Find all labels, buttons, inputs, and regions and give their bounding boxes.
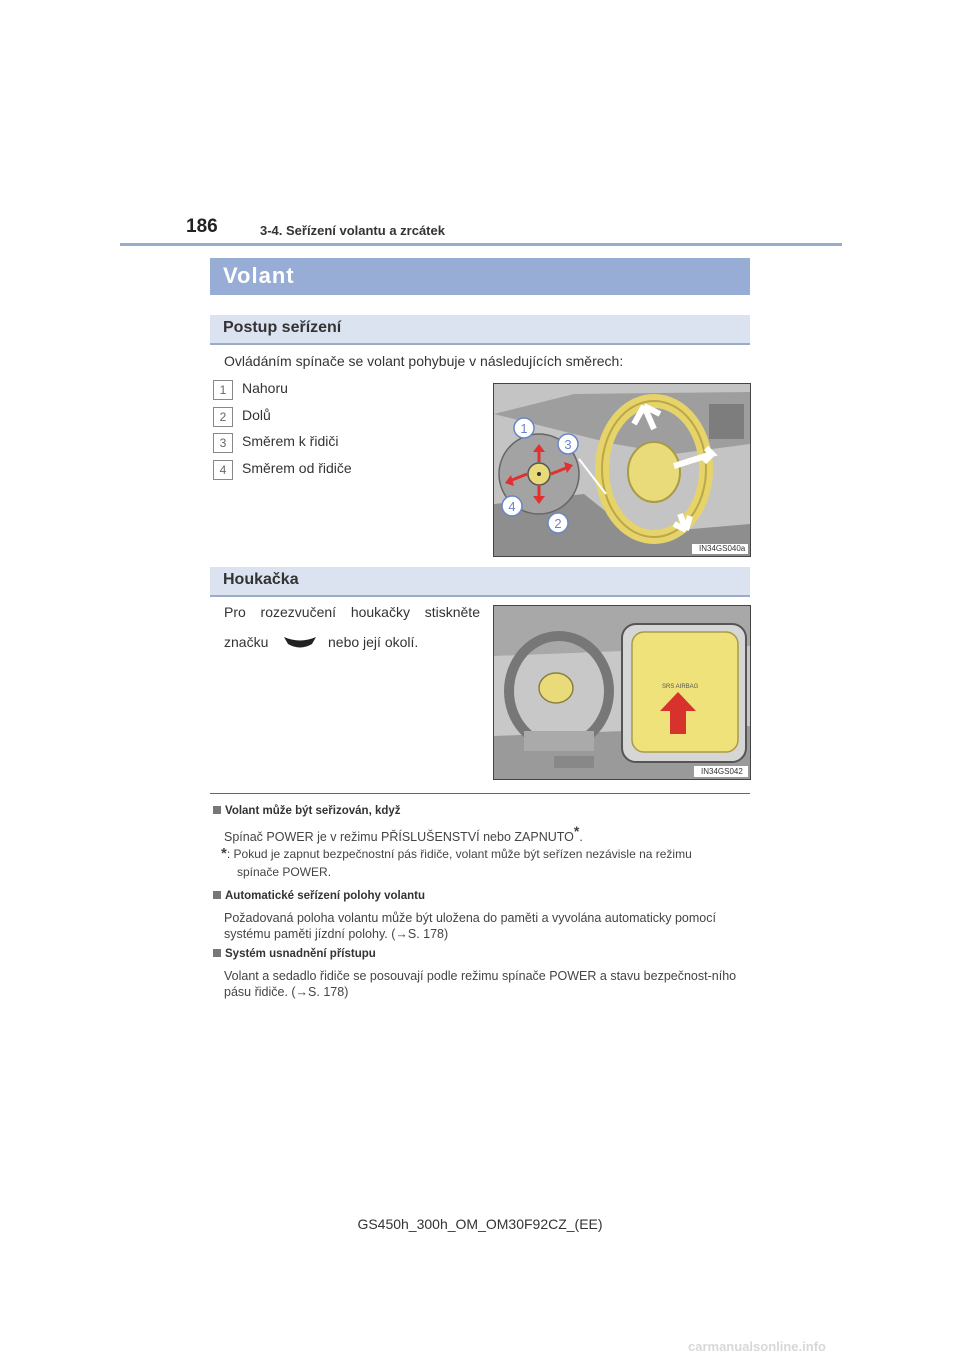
- airbag-label: SRS AIRBAG: [662, 684, 699, 690]
- adjust-heading: Postup seřízení: [223, 319, 342, 336]
- svg-text:2: 2: [554, 516, 562, 531]
- item-number: 2: [213, 407, 233, 427]
- note-text: Požadovaná poloha volantu může být uložena do paměti a vyvolána automaticky pomocí systému paměti jízdní polohy. (→S. 178): [224, 911, 716, 941]
- svg-text:4: 4: [508, 499, 516, 514]
- note-heading: Volant může být seřizován, když: [213, 805, 401, 817]
- item-label: Dolů: [242, 407, 271, 423]
- steering-adjust-figure: [493, 383, 751, 557]
- horn-text-pre: značku: [224, 634, 269, 650]
- svg-text:1: 1: [520, 421, 528, 436]
- section-title: 3-4. Seřízení volantu a zrcátek: [260, 223, 445, 238]
- square-bullet-icon: [213, 891, 221, 899]
- svg-text:3: 3: [564, 437, 572, 452]
- section-divider: [210, 793, 750, 794]
- figure-code: IN34GS040a: [699, 544, 746, 553]
- document-id: GS450h_300h_OM_OM30F92CZ_(EE): [357, 1216, 603, 1232]
- square-bullet-icon: [213, 949, 221, 957]
- page-title-bar: [210, 258, 750, 295]
- page-title: Volant: [223, 263, 295, 288]
- page-number: 186: [186, 216, 218, 237]
- horn-text-post: nebo její okolí.: [328, 634, 419, 650]
- horn-heading-bar: [210, 567, 750, 597]
- steering-adjust-illustration: [494, 384, 750, 556]
- item-label: Nahoru: [242, 380, 288, 396]
- adjust-intro: Ovládáním spínače se volant pohybuje v následujících směrech:: [224, 353, 624, 369]
- note-heading: Systém usnadnění přístupu: [213, 948, 376, 960]
- horn-figure: [493, 605, 751, 780]
- callout-4: [502, 496, 522, 516]
- item-number: 4: [213, 460, 233, 480]
- callout-2: [548, 513, 568, 533]
- item-number: 3: [213, 433, 233, 453]
- note-text: Volant a sedadlo řidiče se posouvají podle režimu spínače POWER a stavu bezpečnost-ního pásu řidiče. (→S. 178): [224, 969, 737, 999]
- callout-1: [514, 418, 534, 438]
- callout-3: [558, 434, 578, 454]
- item-number: 1: [213, 380, 233, 400]
- watermark: carmanualsonline.info: [688, 1339, 826, 1354]
- square-bullet-icon: [213, 806, 221, 814]
- horn-illustration: [494, 606, 750, 779]
- item-label: Směrem od řidiče: [242, 460, 352, 476]
- horn-heading: Houkačka: [223, 571, 299, 588]
- note-text: Spínač POWER je v režimu PŘÍSLUŠENSTVÍ nebo ZAPNUTO*.: [224, 823, 583, 845]
- adjust-heading-bar: [210, 315, 750, 345]
- footnote: *: Pokud je zapnut bezpečnostní pás řidiče, volant může být seřízen nezávisle na režimu spínače POWER.: [221, 845, 692, 879]
- note-heading: Automatické seřízení polohy volantu: [213, 890, 425, 902]
- figure-code: IN34GS042: [701, 767, 743, 776]
- item-label: Směrem k řidiči: [242, 433, 339, 449]
- horn-icon: [282, 634, 318, 652]
- horn-text-line1: Pro rozezvučení houkačky stiskněte: [224, 604, 480, 620]
- header-rule: [120, 243, 842, 246]
